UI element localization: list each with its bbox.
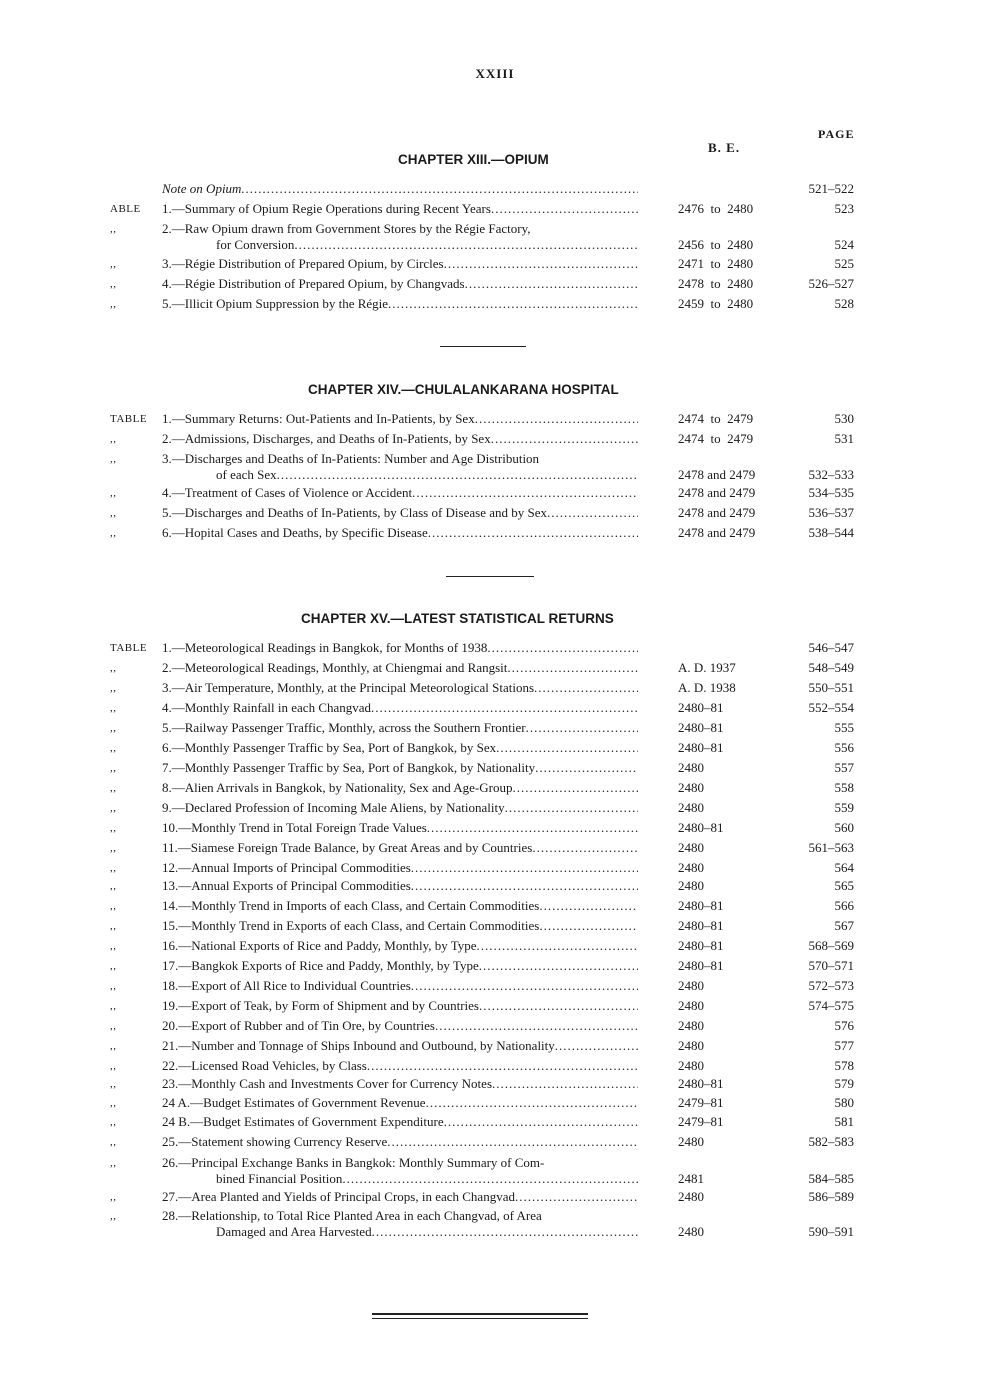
- dot-leader: [465, 276, 638, 292]
- be-years: 2480: [678, 800, 704, 815]
- entry-title-line: 14.—Monthly Trend in Imports of each Class, and Certain Commodities: [162, 898, 540, 913]
- entry-title-line: 1.—Summary Returns: Out-Patients and In-Patients, by Sex: [162, 411, 475, 426]
- entry-description: [162, 878, 638, 894]
- entry-description: [162, 640, 638, 656]
- entry-description: [162, 1134, 638, 1150]
- entry-title-line: 19.—Export of Teak, by Form of Shipment and by Countries: [162, 998, 479, 1013]
- dot-leader: [547, 505, 638, 521]
- page-reference: 570–571: [808, 958, 854, 973]
- be-years: 2479–81: [678, 1095, 724, 1110]
- entry-title-line: 9.—Declared Profession of Incoming Male Aliens, by Nationality: [162, 800, 505, 815]
- page-number: XXIII: [475, 66, 515, 81]
- page-reference: 574–575: [808, 998, 854, 1013]
- table-prefix: ,,: [110, 1040, 117, 1052]
- table-prefix: ,,: [110, 258, 117, 270]
- page-reference: 524: [834, 237, 854, 252]
- dot-leader: [534, 680, 638, 696]
- table-prefix: ,,: [110, 802, 117, 814]
- table-prefix: ,,: [110, 782, 117, 794]
- be-years: 2474 to 2479: [678, 431, 754, 446]
- page-reference: 560: [834, 820, 854, 835]
- dot-leader: [491, 431, 638, 447]
- be-years: 2480: [678, 780, 704, 795]
- entry-description: [162, 660, 638, 676]
- dot-leader: [512, 780, 638, 796]
- entry-title-line: Note on Opium: [162, 181, 242, 196]
- be-years: 2480–81: [678, 898, 724, 913]
- be-years: 2480: [678, 1058, 704, 1073]
- entry-description: [162, 820, 638, 836]
- entry-description: [162, 525, 638, 541]
- be-years: A. D. 1937: [678, 660, 736, 675]
- page-reference: 586–589: [808, 1189, 854, 1204]
- be-years: 2471 to 2480: [678, 256, 754, 271]
- table-prefix: ,,: [110, 702, 117, 714]
- table-prefix: ,,: [110, 742, 117, 754]
- dot-leader: [477, 938, 638, 954]
- page-reference: 534–535: [808, 485, 854, 500]
- dot-leader: [492, 1076, 638, 1092]
- entry-description: [162, 700, 638, 716]
- entry-title-line: 1.—Summary of Opium Regie Operations during Recent Years: [162, 201, 491, 216]
- dot-leader: [411, 860, 638, 876]
- entry-title-line: 1.—Meteorological Readings in Bangkok, for Months of 1938: [162, 640, 488, 655]
- dot-leader: [241, 181, 638, 197]
- page-reference: 538–544: [808, 525, 854, 540]
- dot-leader: [491, 201, 638, 217]
- table-prefix: ,,: [110, 1078, 117, 1090]
- table-prefix: ,,: [110, 940, 117, 952]
- dot-leader: [444, 256, 638, 272]
- dot-leader: [532, 840, 638, 856]
- page-reference: 521–522: [808, 181, 854, 196]
- dot-leader: [526, 720, 638, 736]
- be-years: 2481: [678, 1171, 704, 1186]
- entry-description: [162, 221, 638, 253]
- entry-description: [162, 276, 638, 292]
- table-prefix: ,,: [110, 1060, 117, 1072]
- entry-description: [162, 411, 638, 427]
- page-reference: 580: [834, 1095, 854, 1110]
- be-years: 2480: [678, 1018, 704, 1033]
- entry-title-line: 4.—Régie Distribution of Prepared Opium, by Changvads: [162, 276, 465, 291]
- table-prefix: ,,: [110, 278, 117, 290]
- be-years: 2476 to 2480: [678, 201, 754, 216]
- chapter-title: CHAPTER XIV.—CHULALANKARANA HOSPITAL: [308, 382, 619, 397]
- entry-title-line: 26.—Principal Exchange Banks in Bangkok: Monthly Summary of Com-: [162, 1155, 545, 1170]
- dot-leader: [411, 878, 638, 894]
- dot-leader: [387, 1134, 638, 1150]
- be-years: 2480: [678, 760, 704, 775]
- table-prefix: ,,: [110, 762, 117, 774]
- entry-title-line: for Conversion: [216, 237, 295, 252]
- entry-description: [162, 1076, 638, 1092]
- entry-description: [162, 201, 638, 217]
- entry-title-line: 13.—Annual Exports of Principal Commodities: [162, 878, 411, 893]
- table-prefix: ,,: [110, 682, 117, 694]
- dot-leader: [505, 800, 638, 816]
- entry-title-line: 24 A.—Budget Estimates of Government Revenue: [162, 1095, 426, 1110]
- entry-title-line: 6.—Hopital Cases and Deaths, by Specific Disease: [162, 525, 428, 540]
- entry-description: [162, 505, 638, 521]
- entry-title-line: of each Sex: [216, 467, 277, 482]
- page-reference: 558: [834, 780, 854, 795]
- table-prefix: ,,: [110, 980, 117, 992]
- table-prefix: ,,: [110, 1210, 117, 1222]
- dot-leader: [487, 640, 638, 656]
- entry-title-line: 12.—Annual Imports of Principal Commodities: [162, 860, 411, 875]
- page-end-rule: [372, 1318, 588, 1319]
- be-years: 2459 to 2480: [678, 296, 754, 311]
- dot-leader: [372, 1224, 638, 1240]
- entry-description: [162, 451, 638, 483]
- chapter-title: CHAPTER XV.—LATEST STATISTICAL RETURNS: [301, 611, 614, 626]
- page-reference: 532–533: [808, 467, 854, 482]
- entry-title-line: 21.—Number and Tonnage of Ships Inbound and Outbound, by Nationality: [162, 1038, 555, 1053]
- entry-description: [162, 1189, 638, 1205]
- be-years: 2456 to 2480: [678, 237, 754, 252]
- table-prefix: ,,: [110, 880, 117, 892]
- entry-description: [162, 918, 638, 934]
- page-reference: 578: [834, 1058, 854, 1073]
- entry-title-line: 23.—Monthly Cash and Investments Cover for Currency Notes: [162, 1076, 493, 1091]
- table-prefix: TABLE: [110, 642, 148, 654]
- entry-title-line: Damaged and Area Harvested: [216, 1224, 372, 1239]
- dot-leader: [535, 760, 638, 776]
- be-years: 2480: [678, 1189, 704, 1204]
- page-reference: 584–585: [808, 1171, 854, 1186]
- page-reference: 559: [834, 800, 854, 815]
- be-years: 2478 and 2479: [678, 505, 756, 520]
- dot-leader: [371, 700, 638, 716]
- entry-description: [162, 1018, 638, 1034]
- dot-leader: [496, 740, 638, 756]
- table-prefix: ,,: [110, 298, 117, 310]
- entry-title-line: 22.—Licensed Road Vehicles, by Class: [162, 1058, 367, 1073]
- entry-title-line: 4.—Treatment of Cases of Violence or Accident: [162, 485, 413, 500]
- page-reference: 536–537: [808, 505, 854, 520]
- page-reference: 528: [834, 296, 854, 311]
- table-prefix: TABLE: [110, 413, 148, 425]
- entry-title-line: 17.—Bangkok Exports of Rice and Paddy, Monthly, by Type: [162, 958, 479, 973]
- be-years: 2480: [678, 878, 704, 893]
- dot-leader: [479, 998, 638, 1014]
- entry-description: [162, 760, 638, 776]
- be-years: A. D. 1938: [678, 680, 736, 695]
- entry-title-line: 5.—Illicit Opium Suppression by the Régie: [162, 296, 389, 311]
- page-reference: 576: [834, 1018, 854, 1033]
- table-prefix: ,,: [110, 1136, 117, 1148]
- be-years: 2478 and 2479: [678, 485, 756, 500]
- page-reference: 590–591: [808, 1224, 854, 1239]
- entry-title-line: 8.—Alien Arrivals in Bangkok, by Nationality, Sex and Age-Group: [162, 780, 513, 795]
- be-column-header: B. E.: [708, 140, 741, 155]
- dot-leader: [428, 525, 638, 541]
- entry-title-line: 2.—Meteorological Readings, Monthly, at Chiengmai and Rangsit: [162, 660, 508, 675]
- dot-leader: [342, 1171, 638, 1187]
- table-prefix: ,,: [110, 662, 117, 674]
- entry-description: [162, 1038, 638, 1054]
- be-years: 2480: [678, 998, 704, 1013]
- dot-leader: [444, 1114, 638, 1130]
- dot-leader: [515, 1189, 638, 1205]
- entry-description: [162, 256, 638, 272]
- page-reference: 561–563: [808, 840, 854, 855]
- table-prefix: ,,: [110, 862, 117, 874]
- page-reference: 550–551: [808, 680, 854, 695]
- entry-title-line: bined Financial Position: [216, 1171, 343, 1186]
- entry-description: [162, 740, 638, 756]
- entry-title-line: 5.—Railway Passenger Traffic, Monthly, across the Southern Frontier: [162, 720, 526, 735]
- entry-description: [162, 998, 638, 1014]
- page-reference: 572–573: [808, 978, 854, 993]
- table-prefix: ,,: [110, 433, 117, 445]
- entry-title-line: 2.—Admissions, Discharges, and Deaths of In-Patients, by Sex: [162, 431, 491, 446]
- be-years: 2479–81: [678, 1114, 724, 1129]
- table-prefix: ,,: [110, 722, 117, 734]
- table-prefix: ,,: [110, 1191, 117, 1203]
- page-end-rule: [372, 1313, 588, 1315]
- dot-leader: [427, 820, 638, 836]
- page-reference: 526–527: [808, 276, 854, 291]
- be-years: 2478 and 2479: [678, 525, 756, 540]
- be-years: 2480–81: [678, 740, 724, 755]
- be-years: 2474 to 2479: [678, 411, 754, 426]
- page-reference: 567: [834, 918, 854, 933]
- entry-description: [162, 296, 638, 312]
- entry-description: [162, 780, 638, 796]
- page-reference: 531: [834, 431, 854, 446]
- dot-leader: [479, 958, 638, 974]
- dot-leader: [539, 918, 638, 934]
- page-reference: 523: [834, 201, 854, 216]
- be-years: 2480–81: [678, 1076, 724, 1091]
- entry-title-line: 6.—Monthly Passenger Traffic by Sea, Port of Bangkok, by Sex: [162, 740, 497, 755]
- be-years: 2478 and 2479: [678, 467, 756, 482]
- page-reference: 581: [834, 1114, 854, 1129]
- page-reference: 564: [834, 860, 854, 875]
- be-years: 2480–81: [678, 938, 724, 953]
- page-reference: 568–569: [808, 938, 854, 953]
- entry-description: [162, 860, 638, 876]
- table-prefix: ,,: [110, 1157, 117, 1169]
- entry-title-line: 28.—Relationship, to Total Rice Planted Area in each Changvad, of Area: [162, 1208, 542, 1223]
- dot-leader: [507, 660, 638, 676]
- be-years: 2480: [678, 1038, 704, 1053]
- page-reference: 546–547: [808, 640, 854, 655]
- entry-description: [162, 680, 638, 696]
- table-prefix: ,,: [110, 1000, 117, 1012]
- entry-description: [162, 431, 638, 447]
- page-reference: 579: [834, 1076, 854, 1091]
- entry-title-line: 4.—Monthly Rainfall in each Changvad: [162, 700, 372, 715]
- dot-leader: [426, 1095, 638, 1111]
- table-prefix: ,,: [110, 1116, 117, 1128]
- entry-title-line: 25.—Statement showing Currency Reserve: [162, 1134, 388, 1149]
- table-prefix: ,,: [110, 920, 117, 932]
- table-prefix: ,,: [110, 842, 117, 854]
- entry-title-line: 15.—Monthly Trend in Exports of each Class, and Certain Commodities: [162, 918, 540, 933]
- entry-title-line: 3.—Air Temperature, Monthly, at the Principal Meteorological Stations: [162, 680, 535, 695]
- entry-description: [162, 938, 638, 954]
- entry-description: [162, 800, 638, 816]
- be-years: 2480: [678, 978, 704, 993]
- dot-leader: [277, 467, 638, 483]
- entry-description: [162, 720, 638, 736]
- table-prefix: ,,: [110, 822, 117, 834]
- entry-title-line: 11.—Siamese Foreign Trade Balance, by Great Areas and by Countries: [162, 840, 533, 855]
- chapter-title: CHAPTER XIII.—OPIUM: [398, 152, 549, 167]
- entry-description: [162, 181, 638, 197]
- entry-title-line: 16.—National Exports of Rice and Paddy, Monthly, by Type: [162, 938, 477, 953]
- entry-title-line: 27.—Area Planted and Yields of Principal Crops, in each Changvad: [162, 1189, 515, 1204]
- entry-title-line: 24 B.—Budget Estimates of Government Expenditure: [162, 1114, 444, 1129]
- section-divider: [446, 576, 534, 577]
- be-years: 2480–81: [678, 918, 724, 933]
- page-reference: 582–583: [808, 1134, 854, 1149]
- table-prefix: ,,: [110, 1097, 117, 1109]
- page-reference: 525: [834, 256, 854, 271]
- table-prefix: ,,: [110, 223, 117, 235]
- table-prefix: ,,: [110, 507, 117, 519]
- page-reference: 565: [834, 878, 854, 893]
- entry-title-line: 10.—Monthly Trend in Total Foreign Trade Values: [162, 820, 427, 835]
- be-years: 2480–81: [678, 958, 724, 973]
- dot-leader: [411, 978, 638, 994]
- dot-leader: [475, 411, 638, 427]
- entry-title-line: 3.—Régie Distribution of Prepared Opium, by Circles: [162, 256, 444, 271]
- entry-title-line: 2.—Raw Opium drawn from Government Stores by the Régie Factory,: [162, 221, 531, 236]
- dot-leader: [388, 296, 638, 312]
- be-years: 2480: [678, 1134, 704, 1149]
- section-divider: [440, 346, 526, 347]
- entry-description: [162, 1058, 638, 1074]
- table-prefix: ,,: [110, 960, 117, 972]
- dot-leader: [555, 1038, 638, 1054]
- page-reference: 548–549: [808, 660, 854, 675]
- entry-description: [162, 1155, 638, 1187]
- be-years: 2480: [678, 840, 704, 855]
- be-years: 2480: [678, 860, 704, 875]
- be-years: 2478 to 2480: [678, 276, 754, 291]
- table-prefix: ,,: [110, 1020, 117, 1032]
- entry-title-line: 7.—Monthly Passenger Traffic by Sea, Port of Bangkok, by Nationality: [162, 760, 536, 775]
- page-reference: 556: [834, 740, 854, 755]
- table-prefix: ,,: [110, 453, 117, 465]
- dot-leader: [435, 1018, 638, 1034]
- page-reference: 555: [834, 720, 854, 735]
- entry-description: [162, 1095, 638, 1111]
- dot-leader: [539, 898, 638, 914]
- entry-description: [162, 840, 638, 856]
- entry-title-line: 20.—Export of Rubber and of Tin Ore, by Countries: [162, 1018, 435, 1033]
- dot-leader: [367, 1058, 638, 1074]
- be-years: 2480: [678, 1224, 704, 1239]
- entry-description: [162, 1208, 638, 1240]
- table-prefix: ,,: [110, 900, 117, 912]
- table-prefix: ,,: [110, 527, 117, 539]
- page-reference: 530: [834, 411, 854, 426]
- table-prefix: ,,: [110, 487, 117, 499]
- entry-description: [162, 1114, 638, 1130]
- page-column-header: PAGE: [818, 127, 855, 141]
- page-reference: 566: [834, 898, 854, 913]
- entry-title-line: 18.—Export of All Rice to Individual Countries: [162, 978, 411, 993]
- entry-title-line: 5.—Discharges and Deaths of In-Patients, by Class of Disease and by Sex: [162, 505, 547, 520]
- page-reference: 557: [834, 760, 854, 775]
- table-prefix: ABLE: [110, 203, 141, 215]
- be-years: 2480–81: [678, 820, 724, 835]
- dot-leader: [412, 485, 638, 501]
- page-reference: 577: [834, 1038, 854, 1053]
- page-reference: 552–554: [808, 700, 854, 715]
- entry-description: [162, 485, 638, 501]
- be-years: 2480–81: [678, 700, 724, 715]
- entry-description: [162, 898, 638, 914]
- be-years: 2480–81: [678, 720, 724, 735]
- entry-description: [162, 978, 638, 994]
- entry-description: [162, 958, 638, 974]
- entry-title-line: 3.—Discharges and Deaths of In-Patients: Number and Age Distribution: [162, 451, 540, 466]
- dot-leader: [294, 237, 638, 253]
